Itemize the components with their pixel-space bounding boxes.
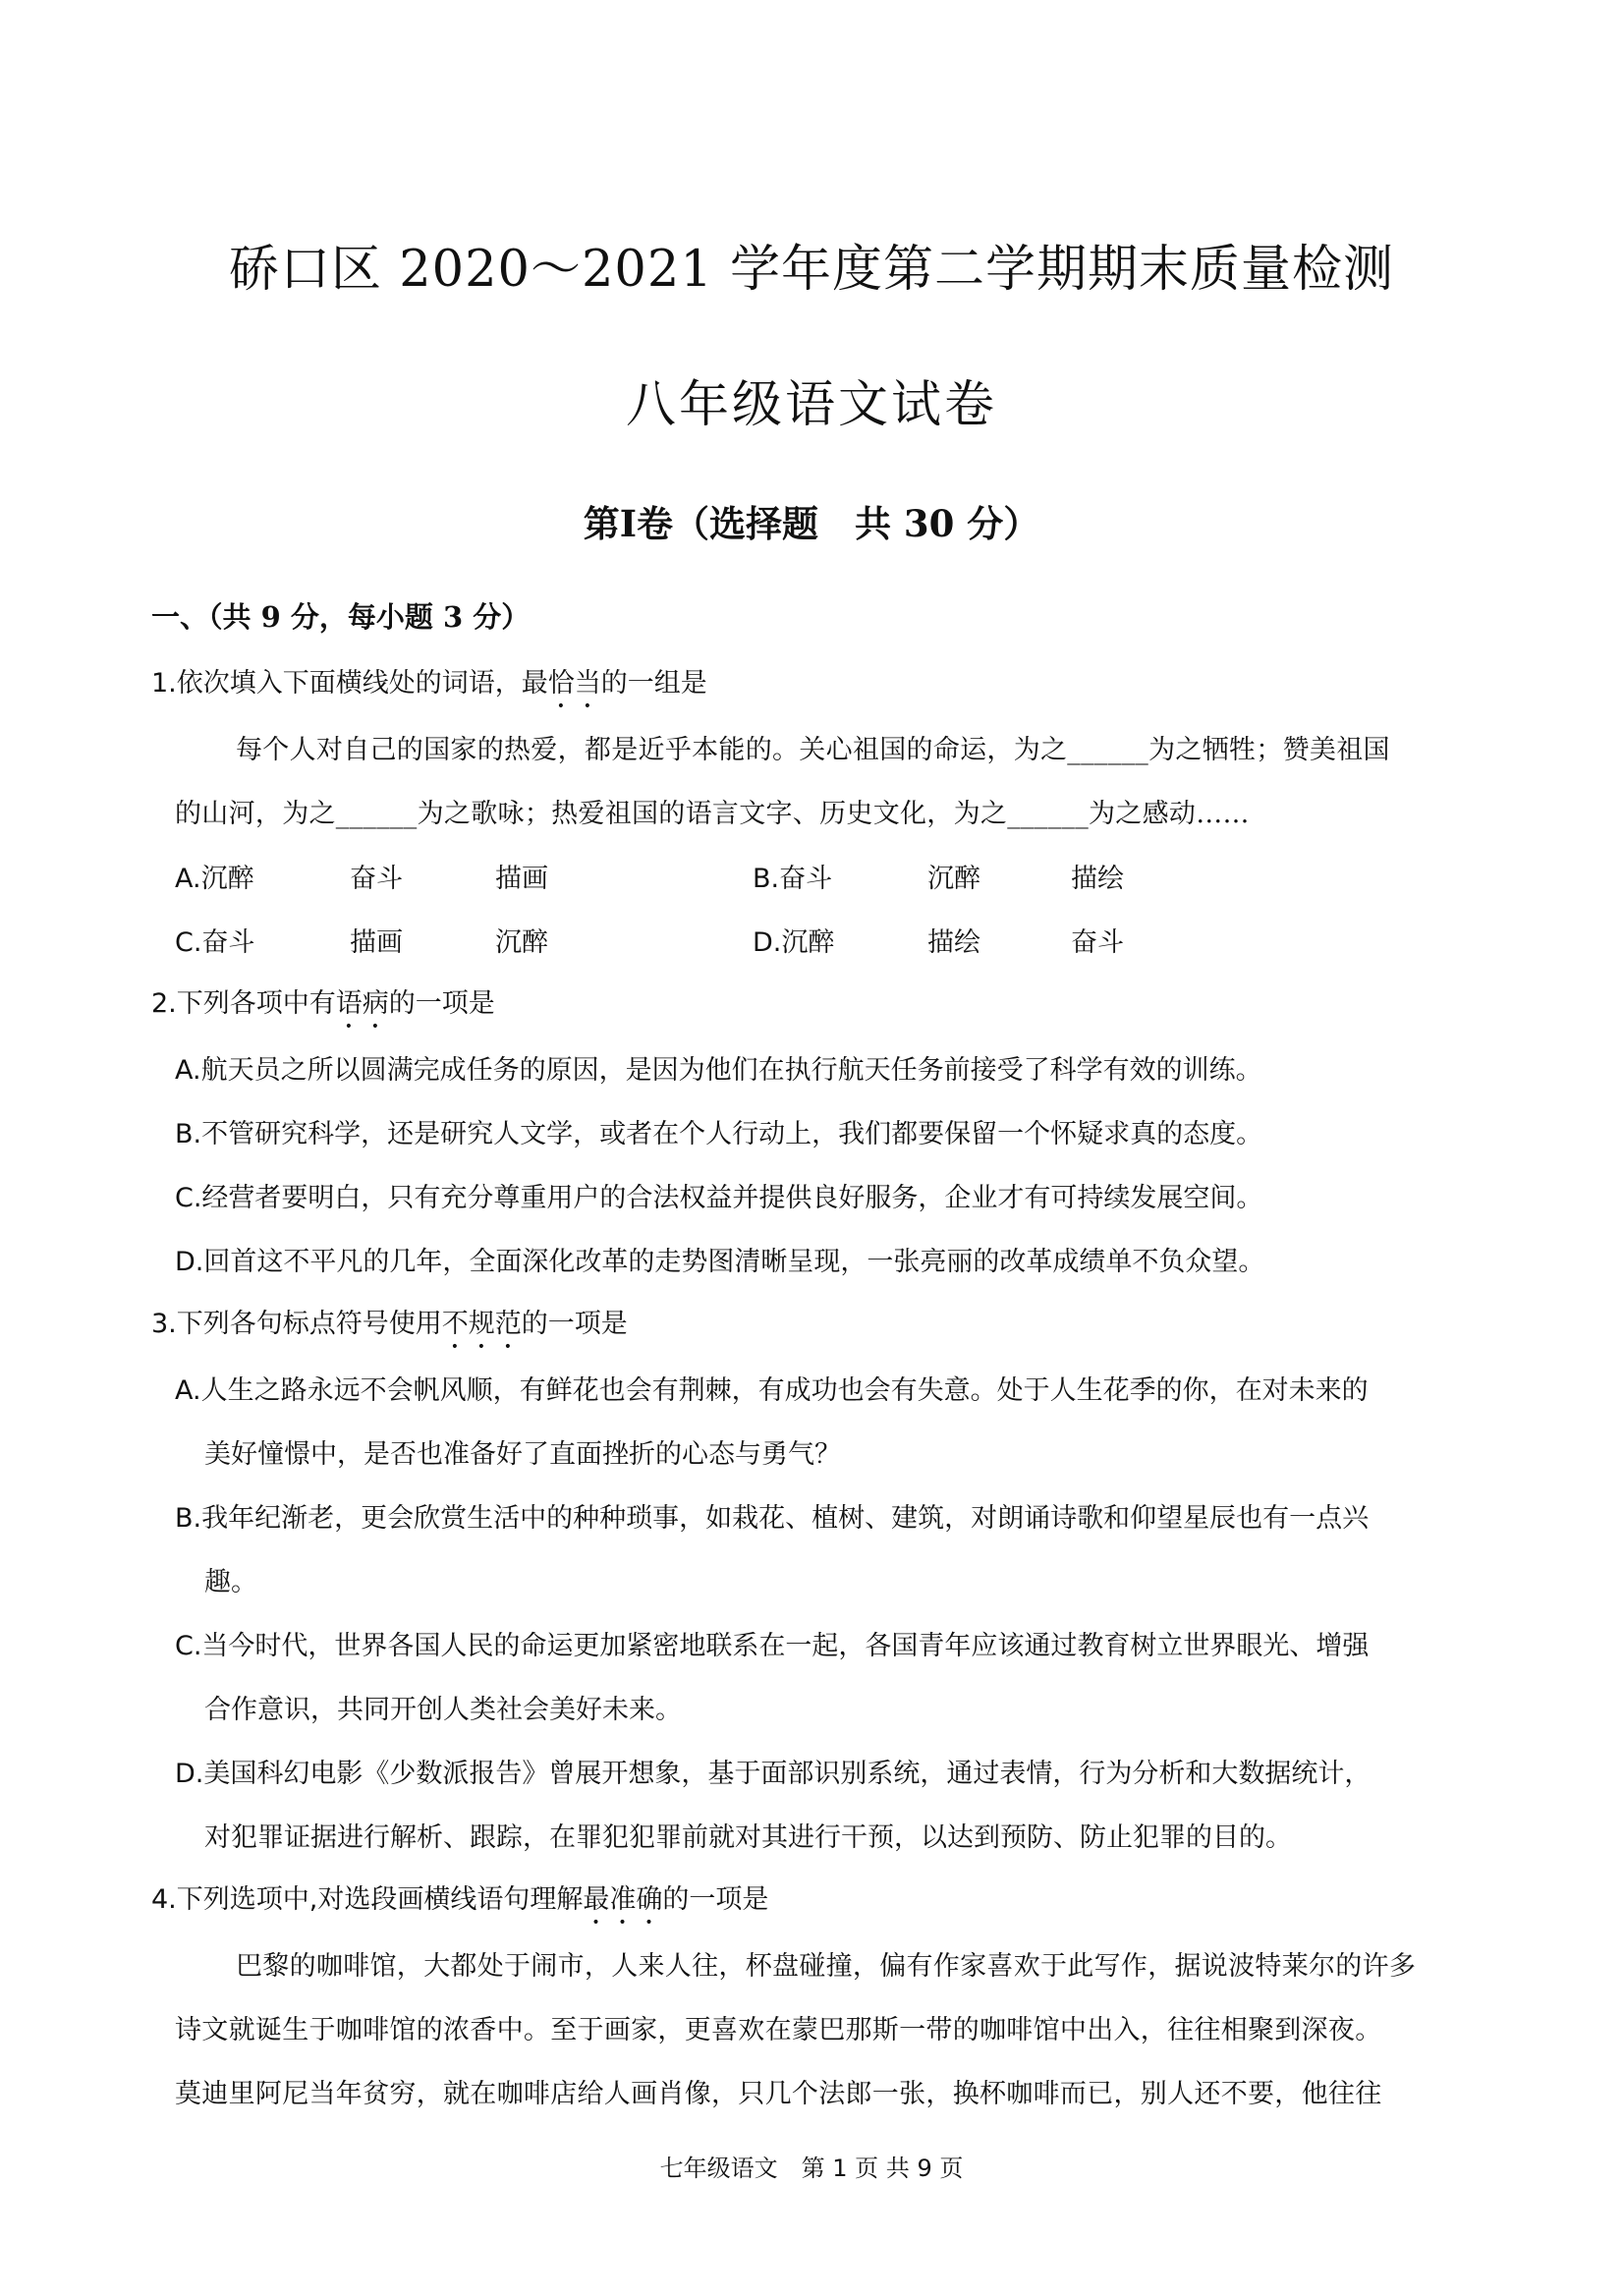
q1-option-b-word3: 描绘 [1071,864,1124,894]
q2-option-b: B.不管研究科学，还是研究人文学，或者在个人行动上，我们都要保留一个怀疑求真的态度。 [175,1119,1263,1149]
page-footer: 七年级语文 第 1 页 共 9 页 [659,2155,964,2182]
part-title: 第Ⅰ卷（选择题 共 30 分） [583,502,1040,545]
q3-option-a-line2: 美好憧憬中，是否也准备好了直面挫折的心态与勇气？ [204,1439,841,1470]
question-2-stem: 2.下列各项中有语病的一项是 [151,988,495,1019]
emphasis-dotted: 语病 [335,988,389,1019]
q1-option-c-word2: 描画 [350,927,403,958]
q1-option-a-word3: 描画 [495,864,548,894]
question-1-passage-line: 的山河，为之______为之歌咏；热爱祖国的语言文字、历史文化，为之______为之感动…… [175,799,1250,829]
question-1-stem: 1.依次填入下面横线处的词语，最恰当的一组是 [151,668,707,699]
exam-subtitle: 八年级语文试卷 [625,376,997,434]
q3-option-b-line2: 趣。 [204,1567,257,1597]
q1-option-d-word2: 描绘 [927,927,980,958]
q1-option-d-word3: 奋斗 [1071,927,1124,958]
q3-option-c-line2: 合作意识，共同开创人类社会美好未来。 [204,1695,682,1725]
q3-option-b-line1: B.我年纪渐老，更会欣赏生活中的种种琐事，如栽花、植树、建筑，对朗诵诗歌和仰望星辰也有一点兴 [175,1503,1370,1534]
question-4-passage-line: 诗文就诞生于咖啡馆的浓香中。至于画家，更喜欢在蒙巴那斯一带的咖啡馆中出入，往往相聚到深夜。 [175,2015,1382,2045]
q3-option-d-line2: 对犯罪证据进行解析、跟踪，在罪犯犯罪前就对其进行干预，以达到预防、防止犯罪的目的。 [204,1822,1292,1853]
question-1-passage-line: 每个人对自己的国家的热爱，都是近乎本能的。关心祖国的命运，为之______为之牺牲；赞美祖国 [236,735,1390,765]
emphasis-dotted: 最准确 [583,1884,663,1915]
q2-option-c: C.经营者要明白，只有充分尊重用户的合法权益并提供良好服务，企业才有可持续发展空间。 [175,1183,1263,1213]
section-heading: 一、（共 9 分，每小题 3 分） [151,600,531,634]
question-4-passage-line: 巴黎的咖啡馆，大都处于闹市，人来人往，杯盘碰撞，偏有作家喜欢于此写作，据说波特莱尔的许多 [236,1951,1417,1982]
exam-title: 硚口区 2020～2021 学年度第二学期期末质量检测 [228,241,1394,299]
q1-option-c-word3: 沉醉 [495,927,548,958]
q3-option-c-line1: C.当今时代，世界各国人民的命运更加紧密地联系在一起，各国青年应该通过教育树立世界眼光、增强 [175,1631,1370,1661]
q1-option-c-word1: C.奋斗 [175,927,255,958]
q1-option-d-word1: D.沉醉 [753,927,835,958]
q1-option-b-word2: 沉醉 [927,864,980,894]
q2-option-a: A.航天员之所以圆满完成任务的原因，是因为他们在执行航天任务前接受了科学有效的训练。 [175,1055,1262,1086]
q3-option-d-line1: D.美国科幻电影《少数派报告》曾展开想象，基于面部识别系统，通过表情，行为分析和大数据统计， [175,1759,1371,1789]
question-4-stem: 4.下列选项中,对选段画横线语句理解最准确的一项是 [151,1884,769,1915]
q1-option-a-word1: A.沉醉 [175,864,254,894]
question-3-stem: 3.下列各句标点符号使用不规范的一项是 [151,1309,628,1339]
q3-option-a-line1: A.人生之路永远不会帆风顺，有鲜花也会有荆棘，有成功也会有失意。处于人生花季的你，在对未来的 [175,1375,1369,1406]
emphasis-dotted: 恰当 [547,668,601,699]
q2-option-d: D.回首这不平凡的几年，全面深化改革的走势图清晰呈现，一张亮丽的改革成绩单不负众望。 [175,1247,1265,1277]
question-4-passage-line: 莫迪里阿尼当年贫穷，就在咖啡店给人画肖像，只几个法郎一张，换杯咖啡而已，别人还不要，他往往 [175,2079,1382,2109]
emphasis-dotted: 不规范 [441,1309,522,1339]
q1-option-a-word2: 奋斗 [350,864,403,894]
q1-option-b-word1: B.奋斗 [753,864,833,894]
